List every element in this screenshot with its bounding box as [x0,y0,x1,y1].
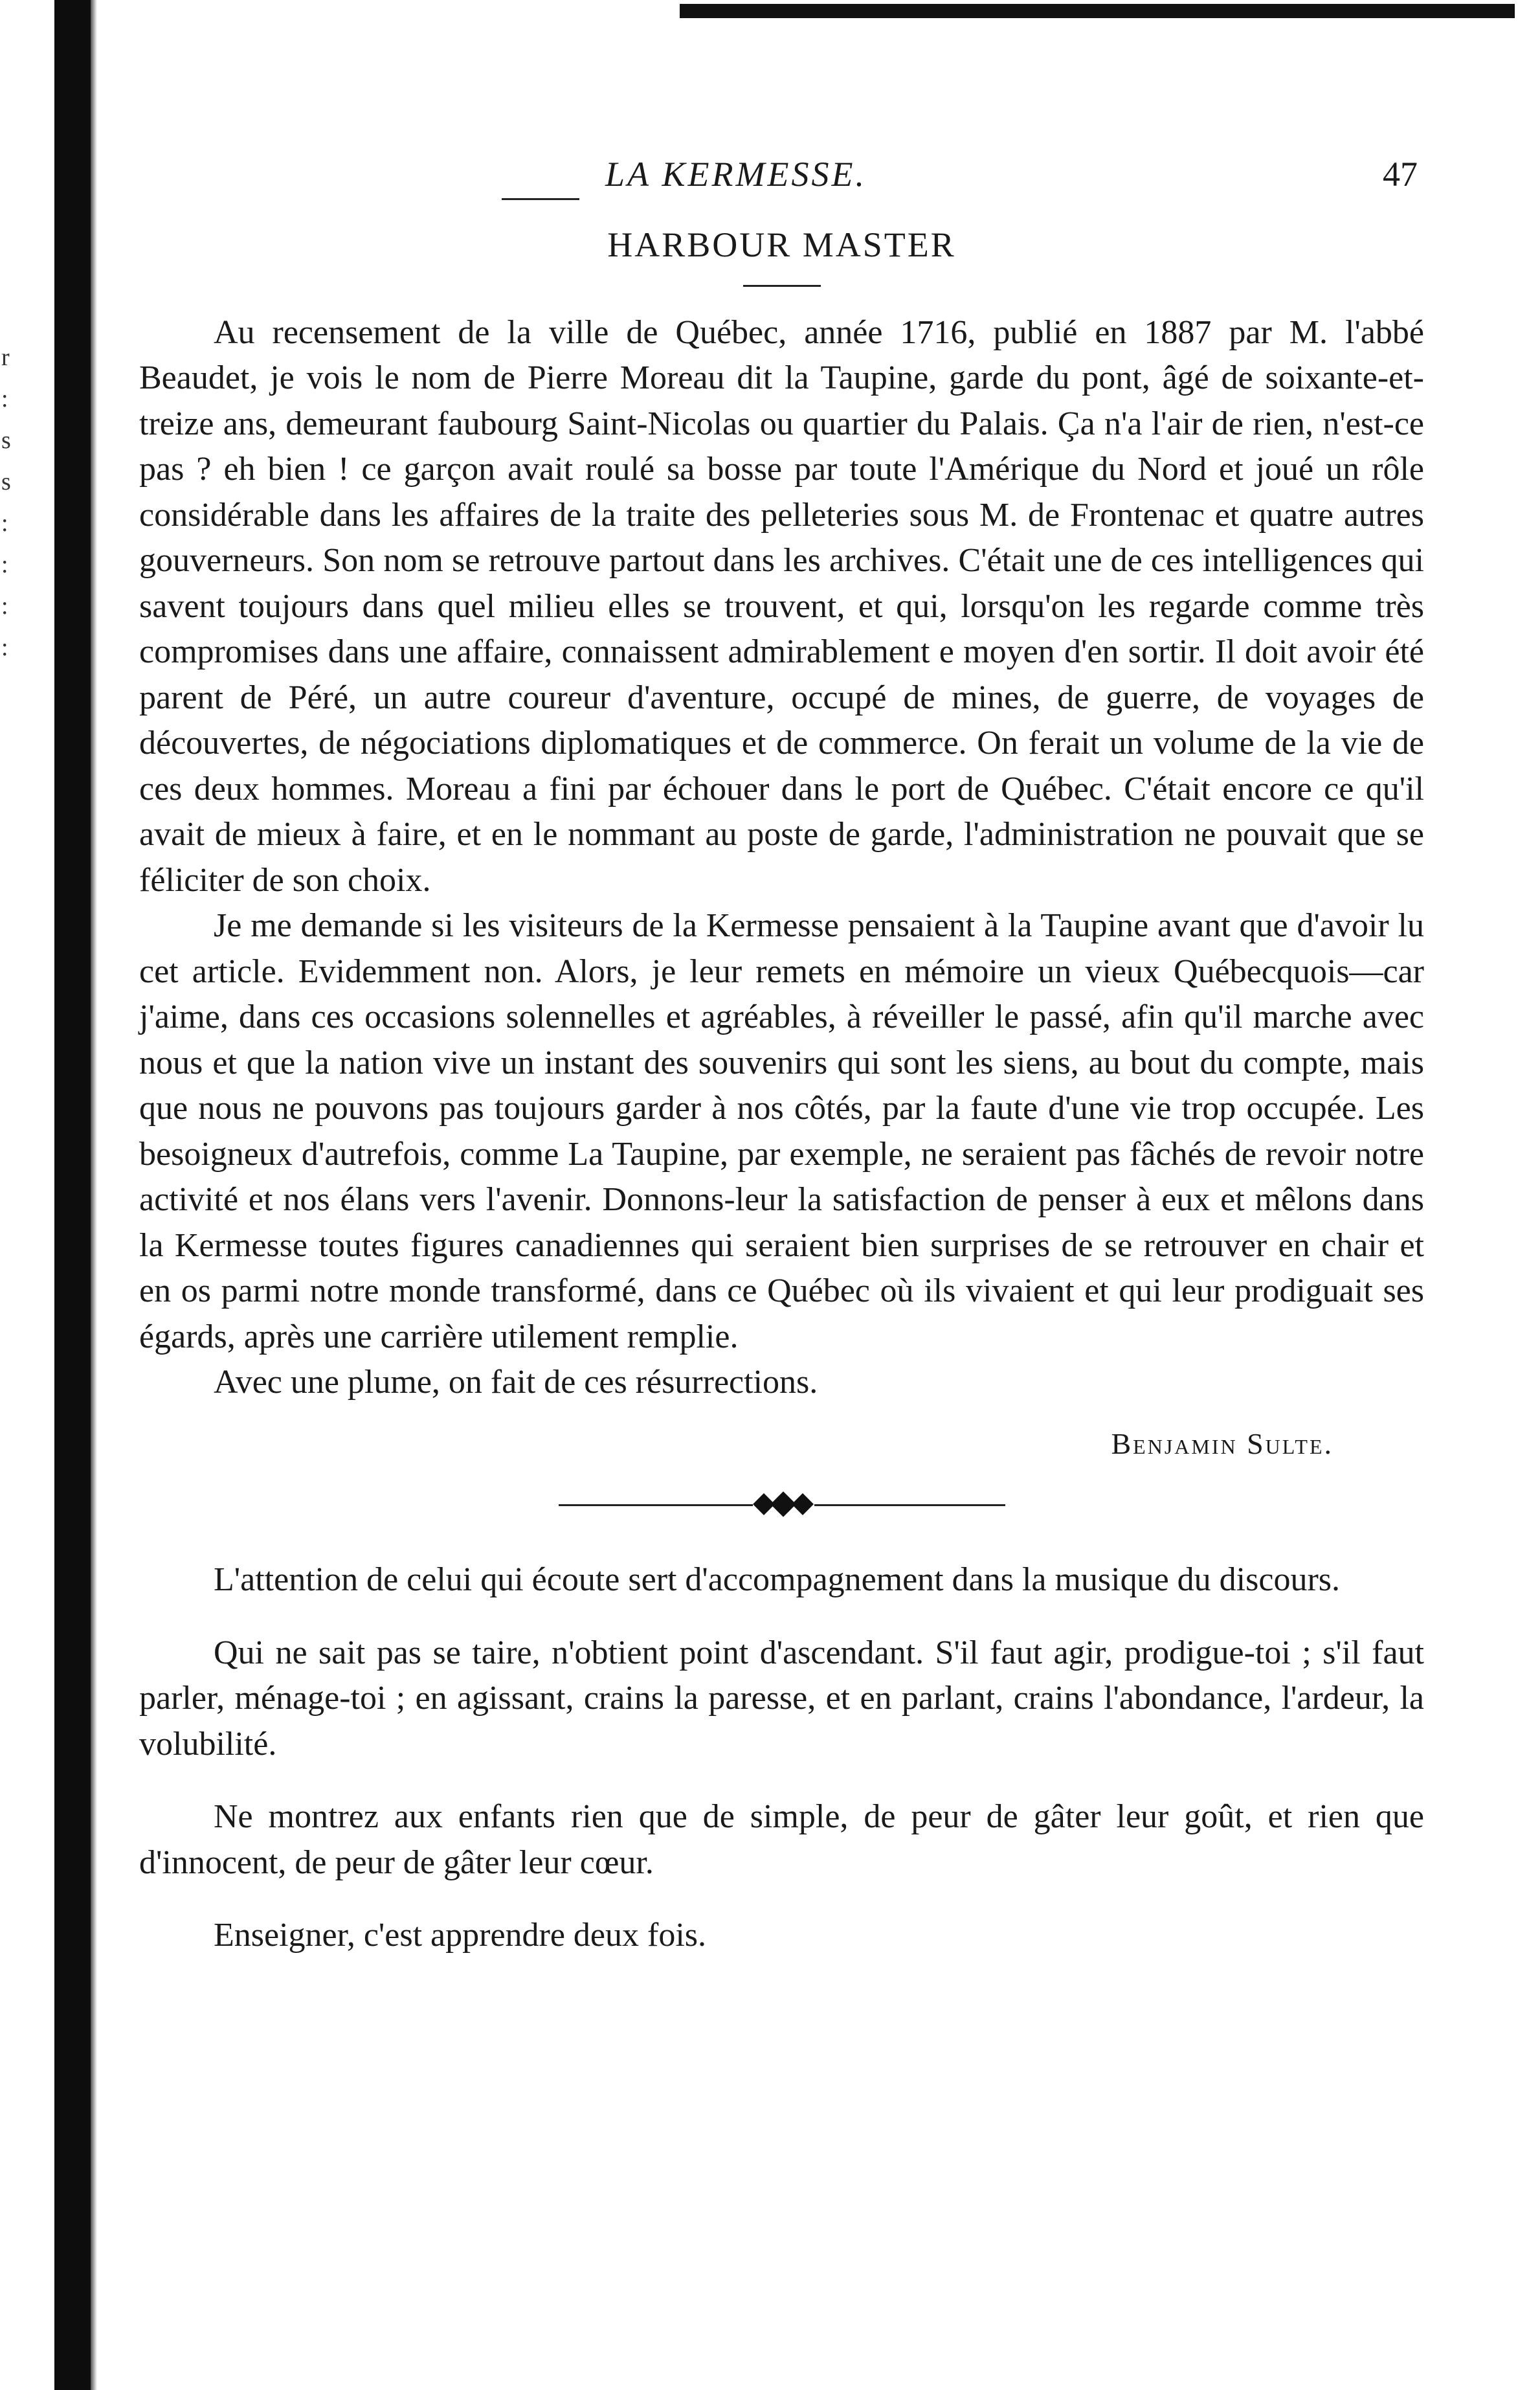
article-heading: HARBOUR MASTER [607,225,956,264]
author-signature: Benjamin Sulte. [1111,1426,1334,1460]
running-head [139,136,1424,198]
page-number: 47 [1383,155,1418,194]
article-paragraph-3: Avec une plume, on fait de ces résurrections. [214,1364,818,1401]
margin-scan-marks: r : s s : : : : [1,344,11,661]
section-divider-ornament [559,1493,1005,1518]
maxim-2: Qui ne sait pas se taire, n'obtient point d'ascendant. S'il faut agir, prodigue-toi ; s'il faut parler, ménage-toi ; en agissant, crains la paresse, et en parlant, crains l'abondance, l'ardeur, la volubilité. [139,1634,1424,1763]
heading-rule [743,285,821,287]
maxim-3: Ne montrez aux enfants rien que de simple, de peur de gâter leur goût, et rien que d'innocent, de peur de gâter leur cœur. [139,1798,1424,1881]
maxim-1: L'attention de celui qui écoute sert d'accompagnement dans la musique du discours. [214,1561,1340,1598]
head-rule [502,198,579,200]
article-paragraph-1: Au recensement de la ville de Québec, année 1716, publié en 1887 par M. l'abbé Beaudet, je vois le nom de Pierre Moreau dit la Taupine, garde du pont, âgé de soixante-et-treize ans, demeurant faubourg Saint-Nicolas ou quartier du Palais. Ça n'a l'air de rien, n'est-ce pas ? eh bien ! ce garçon avait roulé sa bosse par toute l'Amérique du Nord et joué un rôle considérable dans les affaires de la traite des pelleteries sous M. de Frontenac et quatre autres gouverneurs. Son nom se retrouve partout dans les archives. C'était une de ces intelligences qui savent toujours dans quel milieu elles se trouvent, et qui, lorsqu'on les regarde comme très compromises dans une affaire, connaissent admirablement e moyen d'en sortir. Il doit avoir été parent de Péré, un autre coureur d'aventure, occupé de mines, de guerre, de voyages de découvertes, de négociations diplomatiques et de commerce. On ferait un volume de la vie de ces deux hommes. Moreau a fini par échouer dans le port de Québec. C'était encore ce qu'il avait de mieux à faire, et en le nommant au poste de garde, l'administration ne pouvait que se féliciter de son choix. [139,313,1424,899]
book-page [139,136,1424,2338]
scan-top-rule [680,4,1515,18]
scan-edge-shadow [91,0,97,2390]
maxim-4: Enseigner, c'est apprendre deux fois. [214,1917,707,1954]
running-title: LA KERMESSE. [605,155,867,194]
article-paragraph-2: Je me demande si les visiteurs de la Kermesse pensaient à la Taupine avant que d'avoir lu cet article. Evidemment non. Alors, je leur remets en mémoire un vieux Québecquois—car j'aime, dans ces occasions solennelles et agréables, à réveiller le passé, afin qu'il marche avec nous et que la nation vive un instant des souvenirs qui sont les siens, au bout du compte, mais que nous ne pouvons pas toujours garder à nos côtés, par la faute d'une vie trop occupée. Les besoigneux d'autrefois, comme La Taupine, par exemple, ne seraient pas fâchés de revoir notre activité et nos élans vers l'avenir. Donnons-leur la satisfaction de penser à eux et mêlons dans la Kermesse toutes figures canadiennes qui seraient bien surprises de se retrouver en chair et en os parmi notre monde transformé, dans ce Québec où ils vivaient et qui leur prodiguait ses égards, après une carrière utilement remplie. [139,907,1424,1355]
scan-page-edge [54,0,91,2390]
